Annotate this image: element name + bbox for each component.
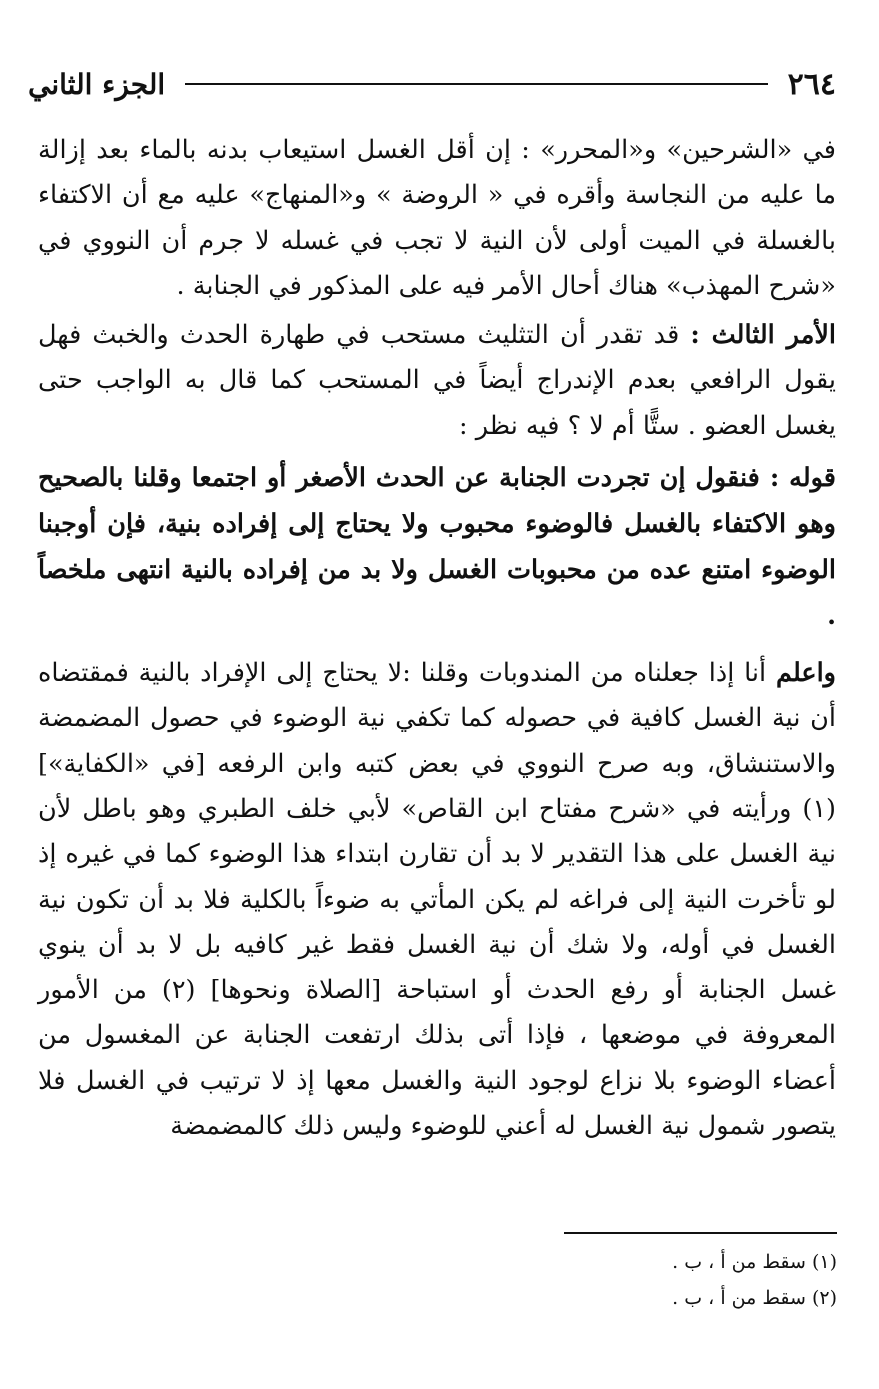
paragraph-4-text: أنا إذا جعلناه من المندوبات وقلنا :لا يحتاج إلى الإفراد بالنية فمقتضاه أن نية الغسل كافية في حصوله كما تكفي نية الوضوء في حصول المضمضة والاستنشاق، وبه صرح النووي في بعض كتبه وابن الرفعه [في «الكفاية»] (١) ورأيته في «شرح مفتاح ابن القاص» لأبي خلف الطبري وهو باطل لأن نية الغسل على هذا التقدير لا بد أن تقارن ابتداء هذا الوضوء كما في غيره إذ لو تأخرت النية إلى فراغه لم يكن المأتي به ضوءاً بالكلية فلا بد أن تكون نية الغسل في أوله، ولا شك أن نية الغسل فقط غير كافيه بل لا بد أن ينوي غسل الجنابة أو رفع الحدث أو استباحة [الصلاة ونحوها] (٢) من الأمور المعروفة في موضعها ، فإذا أتى بذلك ارتفعت الجنابة عن المغسول من أعضاء الوضوء بلا نزاع لوجود النية والغسل معها إذ لا ترتيب في الغسل فلا يتصور شمول نية الغسل له أعني للوضوء وليس ذلك كالمضمضة bbox=[38, 658, 836, 1142]
paragraph-2-text: قد تقدر أن التثليث مستحب في طهارة الحدث والخبث فهل يقول الرافعي بعدم الإندراج أيضاً في المستحب كما قال به الواجب حتى يغسل العضو . ستًّا أم لا ؟ فيه نظر : bbox=[38, 320, 836, 441]
page-number: ٢٦٤ bbox=[787, 66, 836, 102]
footnote-rule bbox=[564, 1232, 837, 1234]
paragraph-1: في «الشرحين» و«المحرر» : إن أقل الغسل استيعاب بدنه بالماء بعد إزالة ما عليه من النجاسة وأقره في « الروضة » و«المنهاج» عليه مع أن الاكتفاء بالغسلة في الميت أولى لأن النية لا تجب في غسله لا جرم أن النووي في «شرح المهذب» هناك أحال الأمر فيه على المذكور في الجنابة . bbox=[38, 135, 836, 301]
paragraph-2 bbox=[38, 313, 836, 449]
paragraph-3-lead: قوله : bbox=[769, 463, 836, 494]
header-rule bbox=[185, 83, 767, 85]
footnotes bbox=[237, 1244, 837, 1316]
paragraph-3-quote bbox=[38, 455, 836, 639]
running-header bbox=[28, 62, 836, 106]
paragraph-4 bbox=[38, 651, 836, 1149]
footnote-1: (١) سقط من أ ، ب . bbox=[672, 1251, 837, 1273]
main-text bbox=[38, 128, 836, 1149]
footnote-2: (٢) سقط من أ ، ب . bbox=[672, 1287, 837, 1309]
running-title: الجزء الثاني bbox=[28, 67, 166, 101]
paragraph-3-text: فنقول إن تجردت الجنابة عن الحدث الأصغر أو اجتمعا وقلنا بالصحيح وهو الاكتفاء بالغسل فالوضوء محبوب ولا يحتاج إلى إفراده بنية، فإن أوجبنا الوضوء امتنع عده من محبوبات الغسل ولا بد من إفراده بالنية انتهى ملخصاً . bbox=[38, 463, 836, 632]
paragraph-4-lead: واعلم bbox=[775, 658, 836, 689]
paragraph-2-lead: الأمر الثالث : bbox=[690, 320, 836, 351]
